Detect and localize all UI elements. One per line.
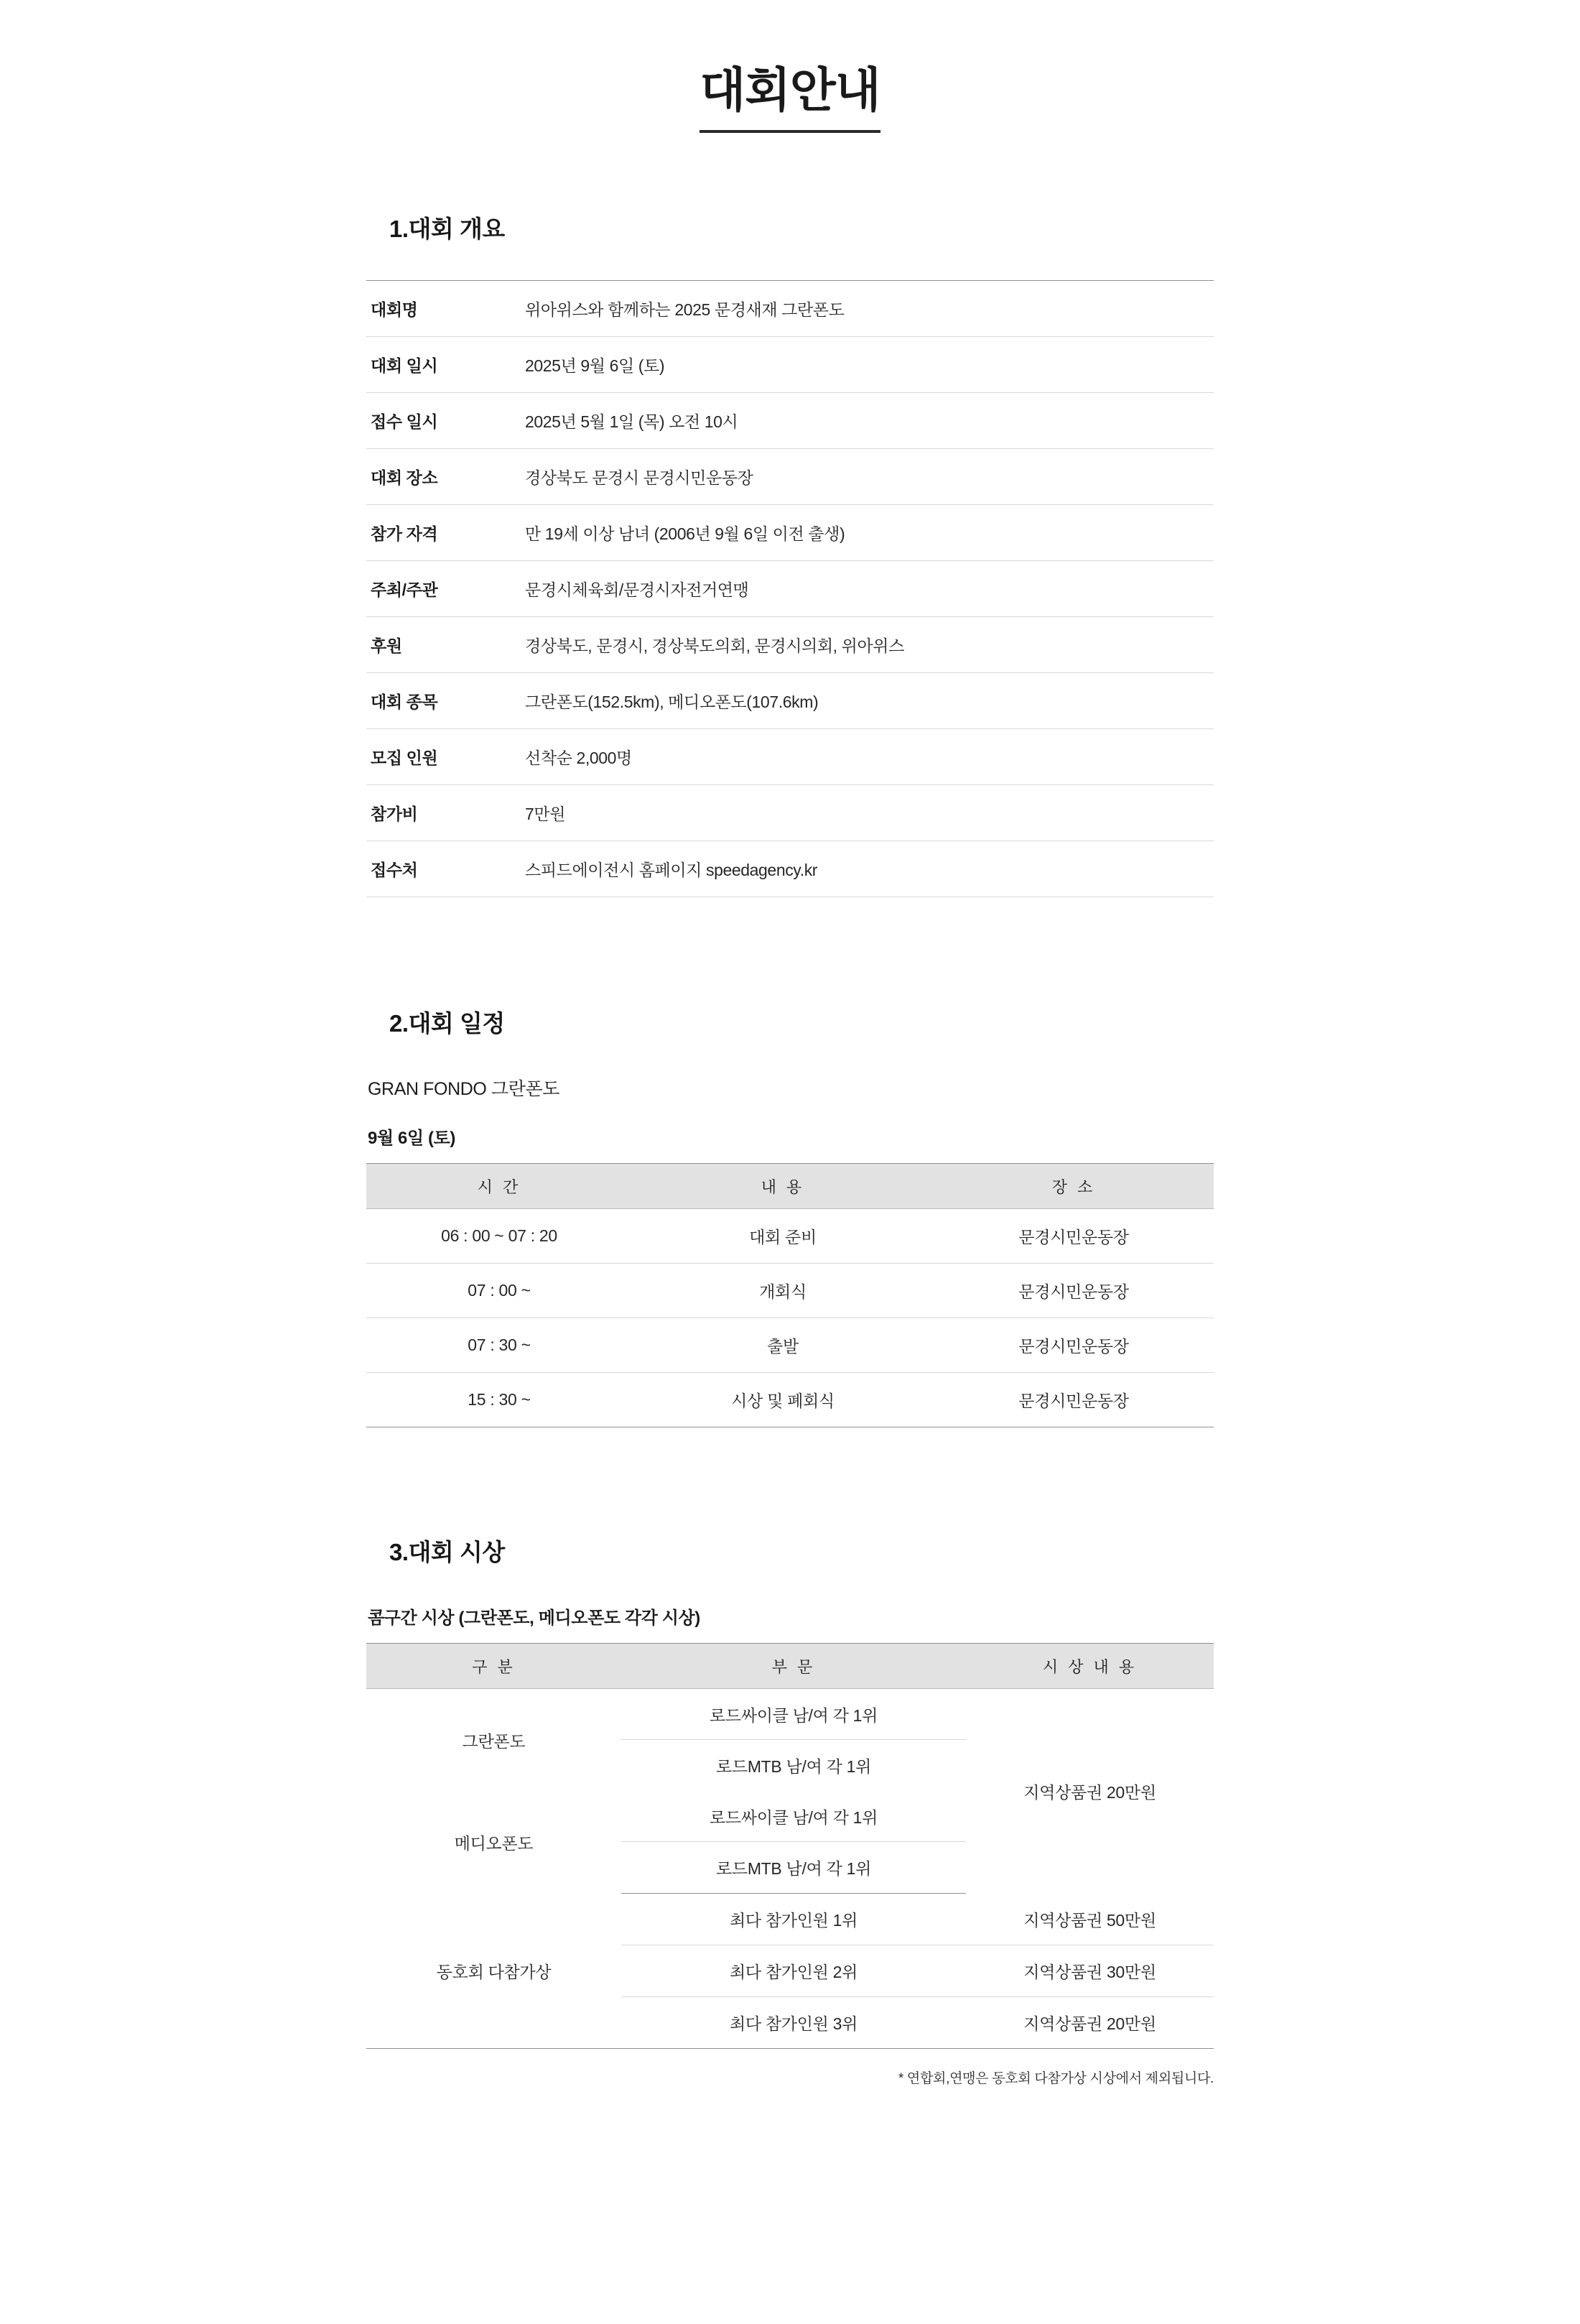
table-row [366,841,1214,897]
schedule-desc: 개회식 [632,1264,934,1318]
table-header-row [366,1164,1214,1209]
overview-value: 2025년 5월 1일 (목) 오전 10시 [525,412,738,431]
overview-label: 후원 [371,636,402,655]
awards-note: * 연합회,연맹은 동호회 다참가상 시상에서 제외됩니다. [898,2071,1214,2086]
overview-value: 스피드에이전시 홈페이지 speedagency.kr [525,861,818,879]
overview-label: 대회명 [371,300,418,319]
page-title: 대회안내 [700,52,880,133]
column-header-division: 구 분 [366,1644,621,1689]
award-category: 최다 참가인원 2위 [621,1945,966,1997]
column-header-prize: 시 상 내 용 [966,1644,1214,1689]
schedule-time: 07 : 30 ~ [366,1318,632,1373]
award-category: 로드MTB 남/여 각 1위 [621,1842,966,1894]
table-row [366,673,1214,729]
schedule-date: 9월 6일 (토) [368,1129,455,1148]
column-header-time: 시 간 [366,1164,632,1209]
award-category: 최다 참가인원 3위 [621,1997,966,2049]
schedule-time: 15 : 30 ~ [366,1373,632,1427]
award-division-club: 동호회 다참가상 [366,1894,621,2049]
awards-subtitle: 콤구간 시상 (그란폰도, 메디오폰도 각각 시상) [368,1608,700,1628]
overview-value: 2025년 9월 6일 (토) [525,356,665,375]
section-overview [366,210,1214,897]
awards-table [366,1643,1214,2049]
table-row [366,617,1214,673]
award-category: 로드MTB 남/여 각 1위 [715,1757,871,1776]
overview-label: 대회 장소 [371,468,438,487]
schedule-place: 문경시민운동장 [934,1209,1214,1264]
table-row [366,393,1214,449]
column-header-category: 부 문 [621,1644,966,1689]
overview-label: 주최/주관 [371,580,438,599]
schedule-subtitle: GRAN FONDO 그란폰도 [368,1079,559,1099]
overview-value: 7만원 [525,805,566,823]
overview-label: 대회 종목 [371,693,438,711]
overview-value: 문경시체육회/문경시자전거연맹 [525,580,749,599]
schedule-place: 문경시민운동장 [934,1373,1214,1427]
overview-value: 만 19세 이상 남녀 (2006년 9월 6일 이전 출생) [525,524,845,543]
overview-value: 위아위스와 함께하는 2025 문경새재 그란폰도 [525,300,845,319]
schedule-desc: 대회 준비 [632,1209,934,1264]
award-prize-merged: 지역상품권 20만원 [1023,1782,1156,1802]
column-header-desc: 내 용 [632,1164,934,1209]
overview-value: 그란폰도(152.5km), 메디오폰도(107.6km) [525,693,819,711]
table-row [366,1264,1214,1318]
award-division: 그란폰도 [462,1731,526,1751]
overview-table [366,280,1214,897]
overview-value: 선착순 2,000명 [525,749,632,767]
overview-label: 접수처 [371,861,418,879]
table-row [366,1894,1214,1945]
table-row [366,449,1214,505]
overview-label: 참가비 [371,805,418,823]
page-title-area [0,0,1580,133]
schedule-table [366,1163,1214,1427]
table-row [366,561,1214,617]
section-awards [366,1534,1214,2049]
award-category: 로드싸이클 남/여 각 1위 [621,1689,966,1741]
overview-label: 대회 일시 [371,356,438,375]
award-division: 메디오폰도 [454,1833,534,1853]
table-row [366,1209,1214,1264]
schedule-desc: 시상 및 폐회식 [632,1373,934,1427]
table-header-row [366,1644,1214,1689]
award-prize: 지역상품권 20만원 [966,1997,1214,2049]
overview-value: 경상북도, 문경시, 경상북도의회, 문경시의회, 위아위스 [525,636,904,655]
schedule-time: 07 : 00 ~ [366,1264,632,1318]
schedule-place: 문경시민운동장 [934,1318,1214,1373]
table-row [366,785,1214,841]
column-header-place: 장 소 [934,1164,1214,1209]
section-awards-heading: 3.대회 시상 [389,1539,505,1565]
schedule-time: 06 : 00 ~ 07 : 20 [366,1209,632,1264]
overview-label: 모집 인원 [371,749,438,767]
schedule-place: 문경시민운동장 [934,1264,1214,1318]
award-prize: 지역상품권 50만원 [966,1894,1214,1945]
overview-value: 경상북도 문경시 문경시민운동장 [525,468,753,487]
table-row [366,729,1214,785]
table-row [366,1689,1214,1741]
table-row [366,505,1214,561]
overview-label: 접수 일시 [371,412,438,431]
schedule-desc: 출발 [632,1318,934,1373]
award-category: 최다 참가인원 1위 [621,1894,966,1945]
section-schedule [366,1005,1214,1427]
overview-label: 참가 자격 [371,524,438,543]
table-row [366,337,1214,393]
section-schedule-heading: 2.대회 일정 [389,1010,505,1037]
award-prize: 지역상품권 30만원 [966,1945,1214,1997]
section-overview-heading: 1.대회 개요 [389,216,505,242]
table-row [366,1318,1214,1373]
award-category: 로드싸이클 남/여 각 1위 [621,1791,966,1842]
table-row [366,281,1214,337]
table-row [366,1373,1214,1427]
